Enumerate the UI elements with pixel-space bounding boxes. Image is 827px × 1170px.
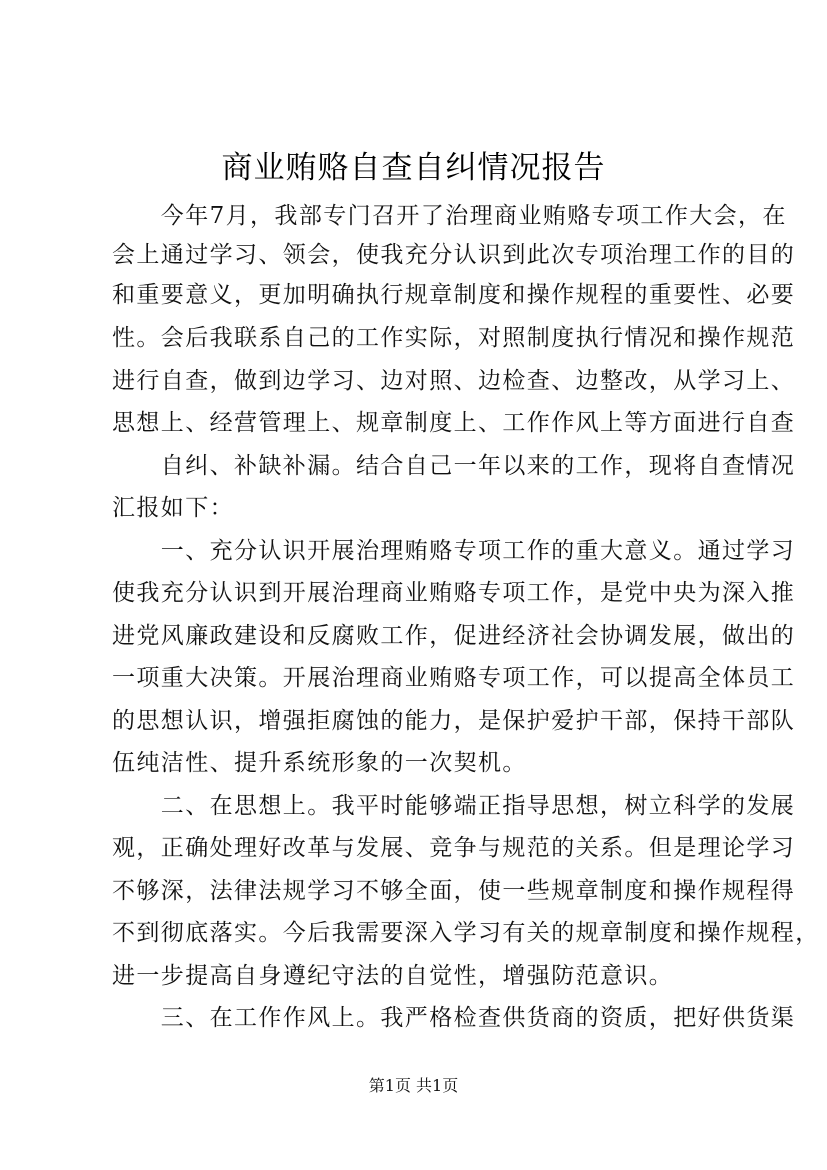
body-line: 和重要意义，更加明确执行规章制度和操作规程的重要性、必要 bbox=[112, 282, 796, 308]
body-line: 进党风廉政建设和反腐败工作，促进经济社会协调发展，做出的 bbox=[112, 623, 796, 649]
body-line: 汇报如下： bbox=[112, 495, 234, 521]
body-line: 一项重大决策。开展治理商业贿赂专项工作，可以提高全体员工 bbox=[112, 665, 796, 691]
body-line: 自纠、补缺补漏。结合自己一年以来的工作，现将自查情况 bbox=[112, 453, 796, 479]
document-title: 商业贿赂自查自纠情况报告 bbox=[221, 150, 606, 186]
body-line: 伍纯洁性、提升系统形象的一次契机。 bbox=[112, 750, 527, 776]
body-line: 不到彻底落实。今后我需要深入学习有关的规章制度和操作规程， bbox=[112, 920, 820, 946]
body-line: 性。会后我联系自己的工作实际，对照制度执行情况和操作规范 bbox=[112, 325, 796, 351]
body-line: 进行自查，做到边学习、边对照、边检查、边整改，从学习上、 bbox=[112, 368, 796, 394]
body-line: 三、在工作作风上。我严格检查供货商的资质，把好供货渠 bbox=[112, 1005, 796, 1031]
body-line: 今年7月，我部专门召开了治理商业贿赂专项工作大会，在 bbox=[112, 203, 787, 229]
page-footer: 第1页 共1页 bbox=[368, 1076, 459, 1095]
body-line: 观，正确处理好改革与发展、竞争与规范的关系。但是理论学习 bbox=[112, 835, 796, 861]
body-line: 进一步提高自身遵纪守法的自觉性，增强防范意识。 bbox=[112, 963, 674, 989]
body-line: 思想上、经营管理上、规章制度上、工作作风上等方面进行自查 bbox=[112, 410, 796, 436]
body-line: 的思想认识，增强拒腐蚀的能力，是保护爱护干部，保持干部队 bbox=[112, 708, 796, 734]
body-line: 会上通过学习、领会，使我充分认识到此次专项治理工作的目的 bbox=[112, 242, 796, 268]
body-line: 不够深，法律法规学习不够全面，使一些规章制度和操作规程得 bbox=[112, 878, 796, 904]
body-line: 二、在思想上。我平时能够端正指导思想，树立科学的发展 bbox=[112, 793, 796, 819]
body-line: 使我充分认识到开展治理商业贿赂专项工作，是党中央为深入推 bbox=[112, 580, 796, 606]
body-line: 一、充分认识开展治理贿赂专项工作的重大意义。通过学习 bbox=[112, 538, 796, 564]
